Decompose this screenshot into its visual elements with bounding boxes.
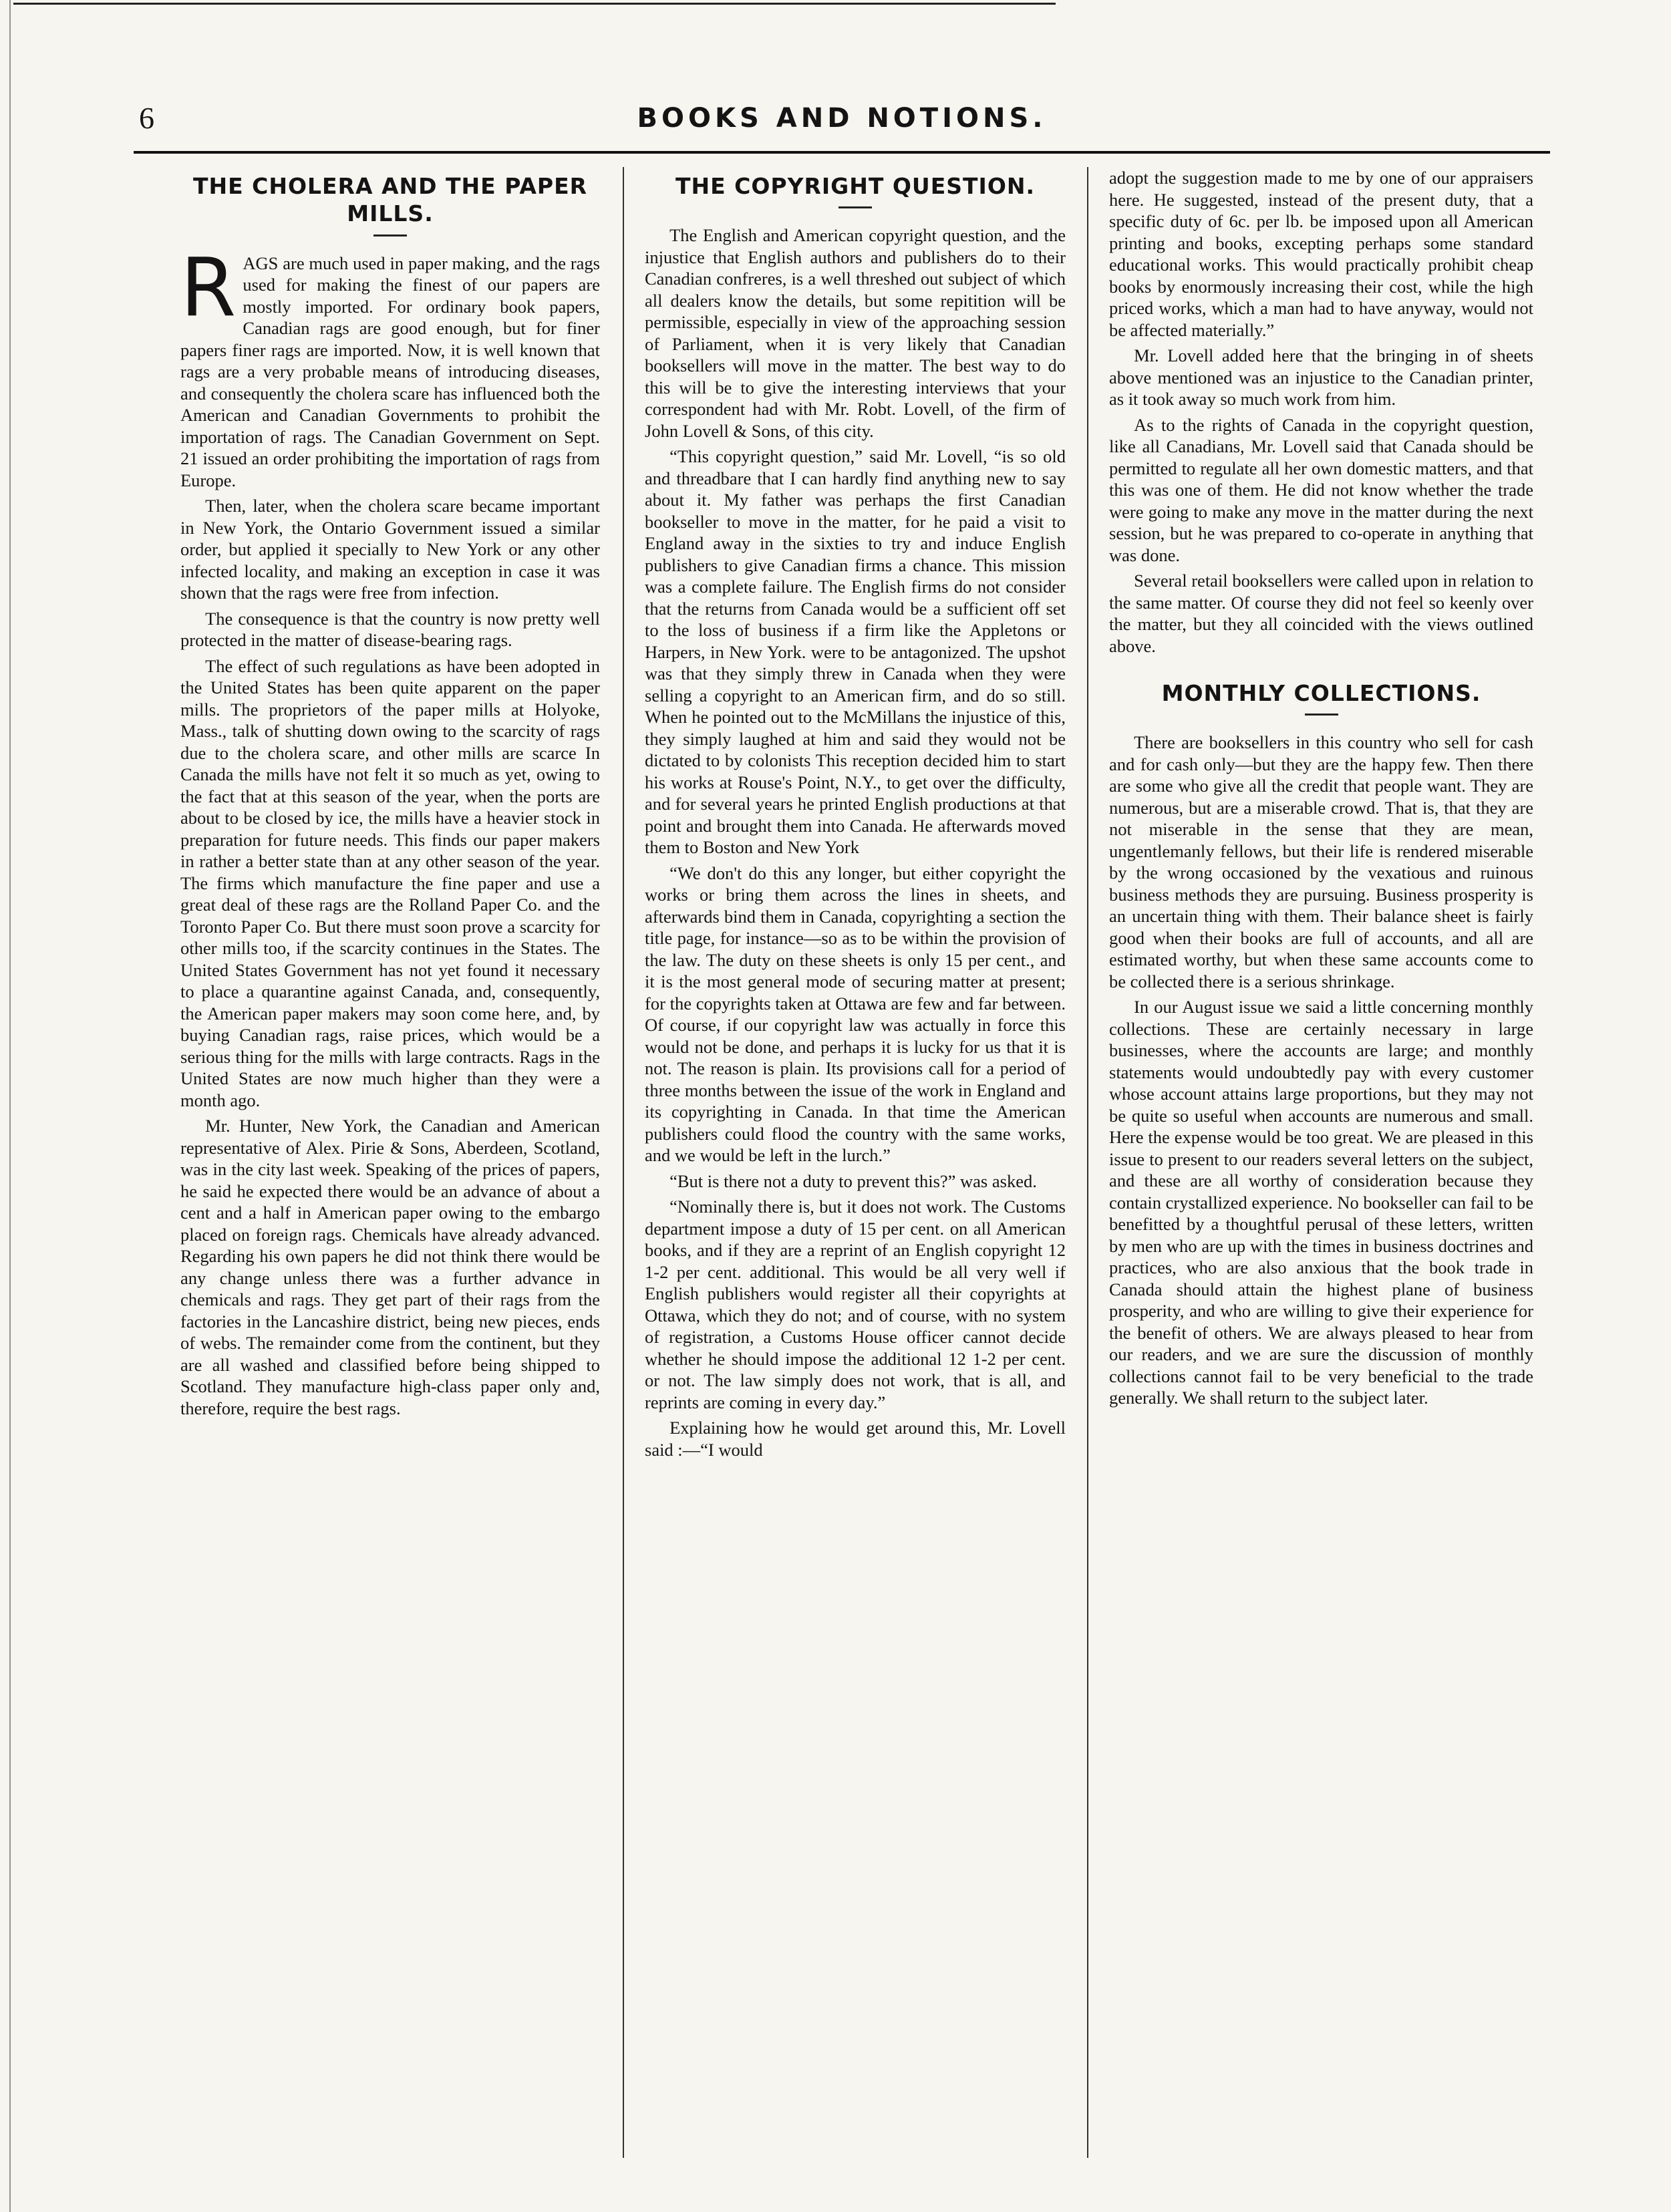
page-header (134, 100, 1550, 147)
article-paragraph: Mr. Hunter, New York, the Canadian and American representative of Alex. Pirie & Sons, Aberdeen, Scotland, was in the city last week. Speaking of the prices of papers, he said he expected there would be an advance of about a cent and a half in American paper owing to the embargo placed on foreign rags. Chemicals have already advanced. Regarding his own papers he did not think there would be any change unless there was a further advance in chemicals and rags. They get part of their rags from the factories in the Lancashire district, being new pieces, ends of webs. The remainder come from the continent, but they are all washed and classified before being shipped to Scotland. They manufacture high-class paper only and, therefore, require the best rags. (180, 1116, 600, 1418)
article-paragraph: There are booksellers in this country who sell for cash and for cash only—but they are the happy few. Then there are some who give all the credit that people want. They are numerous, but are a miserable crowd. That is, that they are not miserable in the sense that they are mean, ungentlemanly fellows, but their life is rendered miserable by the wrong occasioned by the vexatious and ruinous business methods they are pursuing. Business prosperity is an uncertain thing with them. Their balance sheet is fairly good when their books are full of accounts, and all are estimated worthy, but when these same accounts come to be collected there is a serious shrinkage. (1109, 732, 1533, 991)
article-paragraph (180, 241, 600, 492)
article-paragraph: “We don't do this any longer, but either copyright the works or bring them across the lines in sheets, and afterwards bind them in Canada, copyrighting a section the title page, for instance—so as to be within the provision of the law. The duty on these sheets is only 15 per cent., and it is the most general mode of securing matter at present; for the copyrights taken at Ottawa are few and far between. Of course, if our copyright law was actually in force this would not be done, and perhaps it is lucky for us that it is not. The reason is plain. Its provisions call for a period of three months between the issue of the work in England and its copyrighting in Canada. In that time the American publishers could flood the country with the same works, and we would be left in the lurch.” (645, 862, 1066, 1166)
top-scan-rule (13, 3, 1056, 5)
article-paragraph: “But is there not a duty to prevent this?” was asked. (669, 1170, 1037, 1191)
title-dash (373, 234, 407, 236)
article-paragraph: Then, later, when the cholera scare became important in New York, the Ontario Government issued a similar order, but applied it specially to New York or any other infected locality, and making an exception in case it was shown that the rags were free from infection. (180, 496, 600, 603)
article-title-copyright: THE COPYRIGHT QUESTION. (675, 173, 1036, 199)
article-paragraph: The effect of such regulations as have been adopted in the United States has been quite apparent on the paper mills. The proprietors of the paper mills at Holyoke, Mass., talk of shutting down owing to the scarcity of rags due to the cholera scare, and other mills are scarce In Canada the mills have not felt it so much as yet, owing to the fact that at this season of the year, when the ports are about to be closed by ice, the mills have a heavier stock in preparation for future needs. This finds our paper makers in rather a better state than at any other season of the year. The firms which manufacture the fine paper and use a great deal of these rags are the Rolland Paper Co. and the Toronto Paper Co. But there must soon prove a scarcity for other mills too, if the scarcity continues in the States. The United States Government has not yet found it necessary to place a quarantine against Canada, and, consequently, the American paper makers may soon come here, and, by buying Canadian rags, raise prices, which would be a serious thing for the mills with large contracts. Rags in the United States are now much higher than they were a month ago. (180, 655, 600, 1110)
article-paragraph: “This copyright question,” said Mr. Lovell, “is so old and threadbare that I can hardly find anything new to say about it. My father was perhaps the first Canadian bookseller to move in the matter, for he paid a visit to England away in the sixties to try and induce English publishers to give Canadian firms a chance. This mission was a complete failure. The English firms do not consider that the returns from Canada would be a sufficient off set to the loss of business if a firm like the Appletons or Harpers, in New York. were to be antagonized. The upshot was that they simply threw in Canada when they were selling a copyright to an American firm, and do so still. When he pointed out to the McMillans the injustice of this, they simply laughed at him and said they would not be dictated to by colonists This reception decided him to start his works at Rouse's Point, N.Y., to get over the difficulty, and for several years he printed English productions at that point and brought them into Canada. He afterwards moved them to Boston and New York (645, 446, 1066, 858)
column-middle (645, 167, 1066, 2171)
article-paragraph: Mr. Lovell added here that the bringing in of sheets above mentioned was an injustice to the Canadian printer, as it took away so much work from him. (1109, 345, 1533, 409)
article-paragraph: adopt the suggestion made to me by one of our appraisers here. He suggested, instead of the present duty, that a specific duty of 6c. per lb. be imposed upon all American printing and books, excepting perhaps some standard educational works. This would practically prohibit cheap books by enormously increasing their cost, while the high priced works, which a man had to have anyway, would not be affected materially.” (1109, 168, 1533, 340)
article-paragraph: Explaining how he would get around this, Mr. Lovell said :—“I would (645, 1418, 1066, 1460)
article-paragraph: Several retail booksellers were called upon in relation to the same matter. Of course they did not feel so keenly over the matter, but they all coincided with the views outlined above. (1109, 571, 1533, 656)
column-left (180, 167, 600, 2171)
article-paragraph: The consequence is that the country is now pretty well protected in the matter of disease-bearing rags. (180, 608, 600, 650)
page-number: 6 (139, 101, 154, 135)
article-paragraph: As to the rights of Canada in the copyright question, like all Canadians, Mr. Lovell said that Canada should be permitted to regulate all her own domestic matters, and that this was one of them. He did not know whether the trade were going to make any move in the matter during the next session, but he was prepared to co-operate in anything that was done. (1109, 414, 1533, 565)
article-title-cholera: THE CHOLERA AND THE PAPER MILLS. (192, 173, 588, 227)
title-dash (1305, 714, 1338, 716)
page-left-edge (9, 0, 11, 2212)
column-rule (623, 167, 624, 2158)
drop-cap: R (180, 241, 237, 335)
paragraph-text: AGS are much used in paper making, and the rags used for making the finest of our papers are mostly imported. For ordinary book papers, Canadian rags are good enough, but for finer papers finer rags are imported. Now, it is well known that rags are a very probable means of introducing diseases, and consequently the cholera scare has influenced both the American and Canadian Governments to prohibit the importation of rags. The Canadian Government on Sept. 21 issued an order prohibiting the importation of rags from Europe. (180, 253, 600, 490)
article-title-monthly: MONTHLY COLLECTIONS. (1161, 680, 1481, 706)
title-dash (839, 206, 872, 208)
article-paragraph: “Nominally there is, but it does not work. The Customs department impose a duty of 15 per cent. on all American books, and if they are a reprint of an English copyright 12 1-2 per cent. additional. This would be all very well if English publishers would register all their copyrights at Ottawa, which they do not; and of course, with no system of registration, a Customs House officer cannot decide whether he should impose the additional 12 1-2 per cent. or not. The law simply does not work, that is all, and reprints are coming in every day.” (645, 1197, 1066, 1412)
column-right (1109, 167, 1533, 2171)
running-head: BOOKS AND NOTIONS. (637, 103, 1047, 134)
article-paragraph: In our August issue we said a little concerning monthly collections. These are certainly necessary in large businesses, where the accounts are large; and monthly statements would undoubtedly pay with every customer whose account attains large proportions, but they may not be quite so useful when accounts are numerous and small. Here the expense would be too great. We are pleased in this issue to present to our readers several letters on the subject, and these are all worthy of consideration because they contain crystallized experience. No bookseller can fail to be benefitted by a thoughtful perusal of these letters, written by men who are up with the times in business doctrines and practices, who are also anxious that the book trade in Canada should attain the highest plane of business prosperity, and who are willing to give their experience for the benefit of others. We are always pleased to hear from our readers, and we are sure the discussion of monthly collections cannot fail to be very beneficial to the trade generally. We shall return to the subject later. (1109, 997, 1533, 1408)
column-rule (1087, 167, 1088, 2158)
article-paragraph: The English and American copyright question, and the injustice that English authors and publishers do to their Canadian confreres, is a well threshed out subject of which all dealers know the details, but some repitition will be permissible, especially in view of the approaching session of Parliament, when it is very likely that Canadian booksellers will move in the matter. The best way to do this will be to give the interesting interviews that your correspondent had with Mr. Robt. Lovell, of the firm of John Lovell & Sons, of this city. (645, 225, 1066, 441)
header-rule (134, 151, 1550, 154)
